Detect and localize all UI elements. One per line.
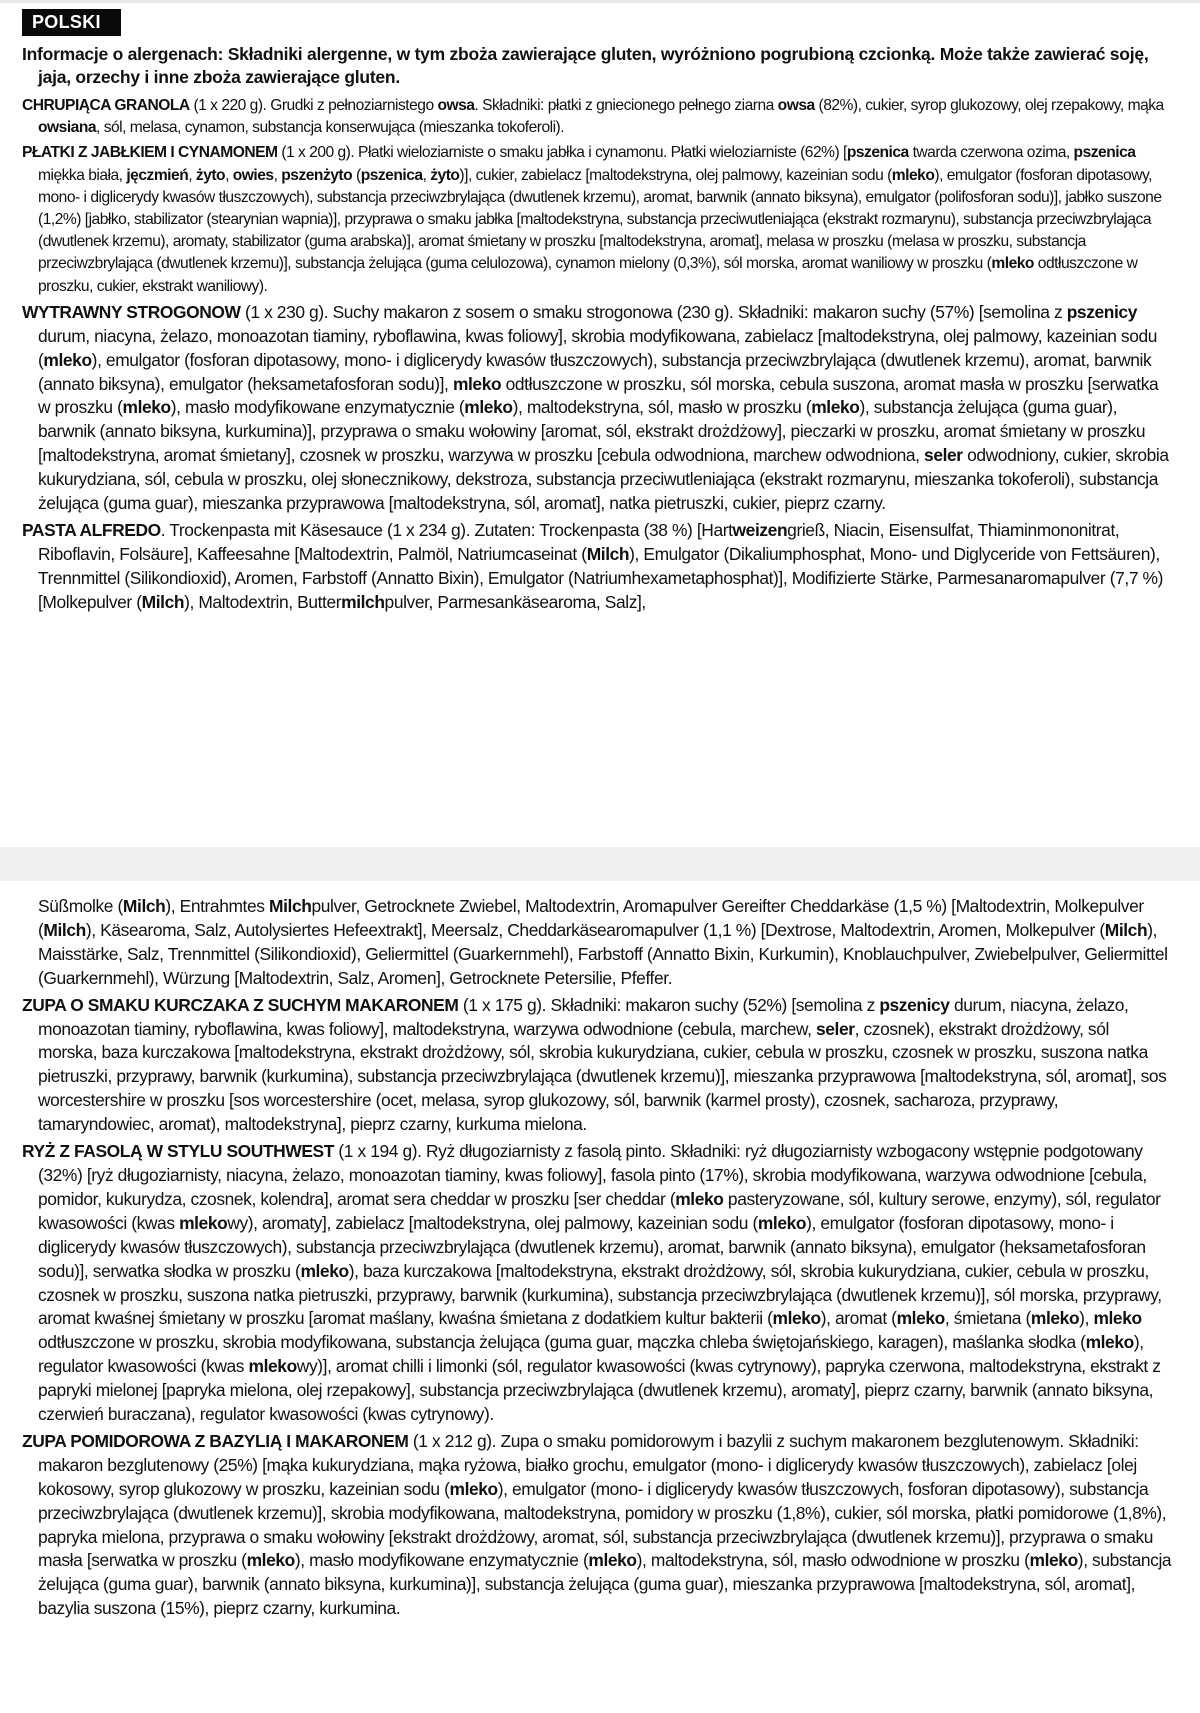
- allergen-emphasis: seler: [924, 445, 963, 466]
- ingredient-text: pulver, Getrocknete Zwiebel, Maltodextrin, Aromapulver Gereifter Cheddarkäse (1,5 %) [Maltodextrin, Molkepulver (: [38, 896, 1144, 940]
- allergen-emphasis: owsa: [777, 97, 815, 114]
- ingredient-text: wy)], aromat chilli i limonki (sól, regulator kwasowości (kwas cytrynowy), papryka czerwona, maltodekstryna, ekstrakt z papryki mielonej [papryka mielona, olej rzepakowy], substancja przeciwzbrylająca (dwutlenek krzemu), aromaty], pieprz czarny, barwnik (annato biksyna, czerwień buraczana), regulator kwasowości (kwas cytrynowy).: [38, 1356, 1161, 1425]
- ingredient-text: ), Entrahmtes: [165, 896, 269, 916]
- allergen-emphasis: pszenica: [846, 144, 909, 162]
- ingredient-text: , czosnek), ekstrakt drożdżowy, sól morska, baza kurczakowa [maltodekstryna, ekstrakt drożdżowy, sól, skrobia kukurydziana, cukier, cebula w proszku, czosnek w proszku, suszona natka pietruszki, przyprawy, barwnik (kurkumina), substancja przeciwzbrylająca (dwutlenek krzemu)], mieszanka przyprawowa [maltodekstryna, sól, aromat], sos worcestershire w proszku [sos worcestershire (ocet, melasa, syrop glukozowy, sól, barwnik (karmel prosty), czosnek, sacharoza, przyprawy, tamaryndowiec, aromat), maltodekstryna], pieprz czarny, kurkuma mielona.: [38, 1018, 1167, 1135]
- allergen-emphasis: mleko: [588, 1550, 637, 1571]
- allergen-emphasis: mleko: [891, 166, 935, 184]
- product-zupa-pomidorowa: [22, 1430, 1172, 1621]
- ingredient-text: ), masło modyfikowane enzymatycznie (: [294, 1550, 589, 1571]
- allergen-emphasis: mleko: [248, 1356, 297, 1377]
- ingredient-text: durum, niacyna, żelazo, monoazotan tiaminy, ryboflawina, kwas foliowy], skrobia modyfikowana, zabielacz [maltodekstryna, olej palmowy, kazeinian sodu (: [38, 325, 1158, 370]
- allergen-emphasis: mleko: [811, 397, 860, 418]
- ingredient-text: ), baza kurczakowa [maltodekstryna, ekstrakt drożdżowy, sól, skrobia kukurydziana, cukier, cebula w proszku, czosnek w proszku, suszona natka pietruszki, przyprawy, barwnik (kurkumina), substancja przeciwzbrylająca (dwutlenek krzemu)], sól morska, przyprawy, aromat kwaśnej śmietany w proszku [aromat maślany, kwaśna śmietana z dodatkiem kultur bakterii (: [38, 1260, 1162, 1329]
- ingredient-text: (82%), cukier, syrop glukozowy, olej rzepakowy, mąka: [814, 97, 1164, 114]
- ingredient-text: ,: [273, 166, 282, 184]
- allergen-emphasis: mleko: [757, 1212, 807, 1233]
- allergen-emphasis: mleko: [300, 1260, 349, 1281]
- ingredient-text: twarda czerwona ozima,: [908, 144, 1074, 162]
- ingredient-text: (1 x 200 g). Płatki wieloziarniste o smaku jabłka i cynamonu. Płatki wieloziarniste (62%) [: [277, 144, 847, 162]
- ingredient-text: ), emulgator (fosforan dipotasowy, mono- i diglicerydy kwasów tłuszczowych), substancja przeciwzbrylająca (dwutlenek krzemu), aromat, barwnik (annato biksyna), emulgator (polifosforan sodu)], jabłko suszone (1,2%) [jabłko, stabilizator (stearynian wapnia)], przyprawa o smaku jabłka [maltodekstryna, substancja przeciwutleniająca (ekstrakt rozmarynu), substancja przeciwzbrylająca (dwutlenek krzemu), aromaty, stabilizator (guma arabska)], aromat śmietany w proszku [maltodekstryna, aromat], melasa w proszku (melasa w proszku, substancja przeciwzbrylająca (dwutlenek krzemu)], substancja żelująca (guma celulozowa), cynamon mielony (0,3%), sól morska, aromat waniliowy w proszku (: [38, 166, 1162, 273]
- ingredient-text: odtłuszczone w proszku, cukier, ekstrakt waniliowy).: [38, 255, 1138, 295]
- ingredient-text: (1 x 212 g). Zupa o smaku pomidorowym i bazylii z suchym makaronem bezglutenowym. Składniki: makaron bezglutenowy (25%) [mąka kukurydziana, mąka ryżowa, białko grochu, emulgator (mono- i diglicerydy kwasów tłuszczowych), zabielacz [olej kokosowy, syrop glukozowy w proszku, kazeinian sodu (: [38, 1430, 1139, 1499]
- allergen-emphasis: mleko: [1085, 1332, 1134, 1353]
- product-pasta-alfredo-continued: [22, 895, 1172, 991]
- ingredient-text: (1 x 220 g). Grudki z pełnoziarnistego: [189, 97, 438, 114]
- allergen-emphasis: pszenica: [360, 166, 423, 184]
- allergen-emphasis: PŁATKI Z JABŁKIEM I CYNAMONEM: [22, 144, 278, 162]
- ingredient-text: ), aromat (: [820, 1308, 897, 1329]
- ingredient-text: pasteryzowane, sól, kultury serowe, enzymy), sól, regulator kwasowości (kwas: [38, 1188, 1161, 1233]
- allergen-emphasis: jęczmień: [126, 166, 189, 184]
- ingredient-text: ), maltodekstryna, sól, masło odwodnione w proszku (: [636, 1550, 1030, 1571]
- ingredient-text: ), substancja żelująca (guma guar), barwnik (annato biksyna, kurkumina)], substancja żelująca (guma guar), mieszanka przyprawowa [maltodekstryna, sól, aromat], bazylia suszona (15%), pieprz czarny, kurkumina.: [38, 1550, 1172, 1619]
- ingredient-text: durum, niacyna, żelazo, monoazotan tiaminy, ryboflawina, kwas foliowy], maltodekstryna, warzywa odwodnione (cebula, marchew,: [38, 994, 1129, 1039]
- allergen-emphasis: owsiana: [38, 119, 97, 137]
- allergen-emphasis: weizen: [732, 519, 788, 540]
- allergen-info: Informacje o alergenach: Składniki alergenne, w tym zboża zawierające gluten, wyróżniono pogrubioną czcionką. Może także zawierać soję, jaja, orzechy i inne zboża zawierające gluten.: [22, 44, 1149, 87]
- allergen-emphasis: żyto: [195, 166, 226, 184]
- allergen-emphasis: mleko: [1030, 1308, 1080, 1329]
- ingredient-text: (1 x 175 g). Składniki: makaron suchy (52%) [semolina z: [458, 994, 880, 1015]
- ingredient-text: (1 x 194 g). Ryż długoziarnisty z fasolą pinto. Składniki: ryż długoziarnisty wzbogacony wstępnie podgotowany (32%) [ryż długoziarnisty, niacyna, żelazo, monoazotan tiaminy, kwas foliowy], fasola pinto (17%), skrobia modyfikowana, warzywa odwodnione [cebula, pomidor, kukurydza, czosnek, kolendra], aromat sera cheddar w proszku [ser cheddar (: [38, 1141, 1147, 1209]
- allergen-emphasis: PASTA ALFREDO: [22, 519, 161, 540]
- allergen-emphasis: owies: [232, 166, 274, 184]
- ingredient-text: pulver, Parmesankäsearoma, Salz],: [384, 591, 646, 612]
- ingredient-text: ,: [422, 166, 431, 184]
- ingredient-text: , sól, melasa, cynamon, substancja konserwująca (mieszanka tokoferoli).: [96, 119, 565, 137]
- allergen-emphasis: seler: [815, 1018, 855, 1039]
- ingredient-text: (1 x 230 g). Suchy makaron z sosem o smaku strogonowa (230 g). Składniki: makaron suchy (57%) [semolina z: [240, 301, 1067, 322]
- ingredient-text: ), Maisstärke, Salz, Trennmittel (Silikondioxid), Geliermittel (Guarkernmehl), Farbstoff (Annatto Bixin, Kurkumin), Knoblauchpulver, Zwiebelpulver, Geliermittel (Guarkernmehl), Würzung [Maltodextrin, Salz, Aromen], Getrocknete Petersilie, Pfeffer.: [38, 919, 1168, 988]
- label-panel-bottom: [0, 881, 1200, 1713]
- allergen-emphasis: mleko: [1029, 1550, 1078, 1571]
- ingredient-text: , śmietana (: [944, 1308, 1031, 1329]
- allergen-emphasis: pszenżyto: [281, 166, 353, 184]
- product-chrupiaca-granola: [22, 95, 1172, 139]
- allergen-emphasis: CHRUPIĄCA GRANOLA: [22, 97, 190, 114]
- allergen-emphasis: mleko: [179, 1212, 228, 1233]
- ingredient-text: ), emulgator (fosforan dipotasowy, mono- i diglicerydy kwasów tłuszczowych), substancja przeciwzbrylająca (dwutlenek krzemu), aromat, barwnik (annato biksyna), emulgator (heksametafosforan sodu)], serwatka słodka w proszku (: [38, 1212, 1146, 1281]
- allergen-emphasis: żyto: [430, 166, 460, 184]
- allergen-emphasis: Milch: [43, 919, 86, 940]
- ingredient-text: ,: [225, 166, 233, 184]
- allergen-emphasis: mleko: [122, 397, 171, 418]
- allergen-emphasis: mleko: [449, 1478, 498, 1499]
- ingredient-text: miękka biała,: [38, 166, 127, 184]
- allergen-emphasis: mleko: [452, 373, 502, 394]
- ingredient-text: odwodniony, cukier, skrobia kukurydziana, sól, cebula w proszku, olej słonecznikowy, dekstroza, substancja przeciwutleniająca (ekstrakt rozmarynu, mieszanka tokoferoli), substancja żelująca (guma guar), mieszanka przyprawowa [maltodekstryna, sól, aromat], natka pietruszki, cukier, pieprz czarny.: [38, 445, 1169, 514]
- product-zupa-kurczak: [22, 994, 1172, 1137]
- ingredient-text: ), emulgator (mono- i diglicerydy kwasów tłuszczowych, fosforan dipotasowy), substancja przeciwzbrylająca (dwutlenek krzemu)], skrobia modyfikowana, maltodekstryna, pomidory w proszku (1,8%), cukier, sól morska, płatki pomidorowe (1,8%), papryka mielona, przyprawa o smaku wołowiny [ekstrakt drożdżowy, aromat, sól, substancja przeciwzbrylająca (dwutlenek krzemu)], przyprawa o smaku masła [serwatka w proszku (: [38, 1478, 1167, 1571]
- allergen-emphasis: Milch: [269, 896, 312, 916]
- ingredient-text: . Trockenpasta mit Käsesauce (1 x 234 g). Zutaten: Trockenpasta (38 %) [Hart: [160, 519, 733, 540]
- language-tag: POLSKI: [22, 9, 121, 36]
- allergen-emphasis: owsa: [437, 97, 475, 114]
- allergen-emphasis: ZUPA O SMAKU KURCZAKA Z SUCHYM MAKARONEM: [22, 994, 459, 1015]
- ingredient-text: odtłuszczone w proszku, sól morska, cebula suszona, aromat masła w proszku [serwatka w proszku (: [38, 373, 1159, 418]
- allergen-emphasis: mleko: [1093, 1308, 1142, 1329]
- allergen-emphasis: milch: [341, 591, 385, 612]
- ingredient-text: ), regulator kwasowości (kwas: [38, 1332, 1144, 1377]
- label-panel-top: [0, 0, 1200, 847]
- allergen-emphasis: Milch: [122, 896, 166, 916]
- allergen-emphasis: Milch: [141, 591, 185, 612]
- ingredients-content: [22, 43, 1172, 618]
- product-wytrawny-strogonow: [22, 301, 1172, 516]
- allergen-emphasis: WYTRAWNY STROGONOW: [22, 301, 241, 322]
- product-ryz-z-fasola: [22, 1140, 1172, 1427]
- ingredient-text: ), emulgator (fosforan dipotasowy, mono- i diglicerydy kwasów tłuszczowych), substancja przeciwzbrylająca (dwutlenek krzemu), aromat, barwnik (annato biksyna), emulgator (heksametafosforan sodu)],: [38, 349, 1152, 394]
- ingredients-content-continued: [22, 895, 1172, 1624]
- ingredient-text: ),: [1079, 1308, 1094, 1329]
- allergen-emphasis: mleko: [896, 1308, 945, 1329]
- page-break-band: [0, 847, 1200, 881]
- allergen-emphasis: Milch: [1104, 919, 1148, 940]
- ingredient-text: ), masło modyfikowane enzymatycznie (: [170, 397, 465, 418]
- ingredient-text: ), Käsearoma, Salz, Autolysiertes Hefeextrakt], Meersalz, Cheddarkäsearomapulver (1,1 %) [Dextrose, Maltodextrin, Aromen, Molkepulver (: [85, 919, 1105, 940]
- allergen-emphasis: mleko: [991, 255, 1034, 273]
- allergen-emphasis: pszenicy: [879, 994, 950, 1015]
- ingredient-text: wy), aromaty], zabielacz [maltodekstryna, olej palmowy, kazeinian sodu (: [227, 1212, 758, 1233]
- allergen-emphasis: mleko: [43, 349, 92, 370]
- ingredient-text: ,: [188, 166, 196, 184]
- allergen-emphasis: RYŻ Z FASOLĄ W STYLU SOUTHWEST: [22, 1141, 334, 1162]
- ingredient-text: (: [352, 166, 361, 184]
- allergen-emphasis: ZUPA POMIDOROWA Z BAZYLIĄ I MAKARONEM: [22, 1430, 409, 1451]
- allergen-emphasis: Milch: [586, 543, 630, 564]
- allergen-emphasis: pszenica: [1073, 144, 1136, 162]
- ingredient-text: Süßmolke (: [38, 896, 123, 916]
- allergen-emphasis: mleko: [675, 1188, 724, 1209]
- ingredient-text: )], cukier, zabielacz [maltodekstryna, olej palmowy, kazeinian sodu (: [459, 166, 892, 184]
- ingredient-text: ), substancja żelująca (guma guar), barwnik (annato biksyna, kurkumina)], przyprawa o smaku wołowiny [aromat, sól, ekstrakt drożdżowy], pieczarki w proszku, aromat śmietany w proszku [maltodekstryna, aromat śmietany], czosnek w proszku, warzywa w proszku [cebula odwodniona, marchew odwodniona,: [38, 397, 1146, 466]
- ingredient-text: ), Maltodextrin, Butter: [184, 591, 342, 612]
- allergen-emphasis: mleko: [246, 1550, 295, 1571]
- ingredient-text: ), Emulgator (Dikaliumphosphat, Mono- und Diglyceride von Fettsäuren), Trennmittel (Silikondioxid), Aromen, Farbstoff (Annatto Bixin), Emulgator (Natriumhexametaphosphat)], Modifizierte Stärke, Parmesanaromapulver (7,7 %) [Molkepulver (: [38, 543, 1163, 612]
- ingredient-text: grieß, Niacin, Eisensulfat, Thiaminmononitrat, Riboflavin, Folsäure], Kaffeesahne [Maltodextrin, Palmöl, Natriumcaseinat (: [38, 519, 1120, 564]
- allergen-emphasis: mleko: [772, 1308, 821, 1329]
- product-platki-z-jablkiem: [22, 142, 1172, 297]
- ingredient-text: . Składniki: płatki z gniecionego pełnego ziarna: [474, 97, 778, 114]
- ingredient-text: odtłuszczone w proszku, skrobia modyfikowana, substancja żelująca (guma guar, mączka chleba świętojańskiego, karagen), maślanka słodka (: [38, 1332, 1086, 1353]
- product-pasta-alfredo: [22, 519, 1172, 615]
- allergen-emphasis: pszenicy: [1066, 301, 1137, 322]
- ingredient-text: ), maltodekstryna, sól, masło w proszku (: [512, 397, 812, 418]
- allergen-emphasis: mleko: [464, 397, 513, 418]
